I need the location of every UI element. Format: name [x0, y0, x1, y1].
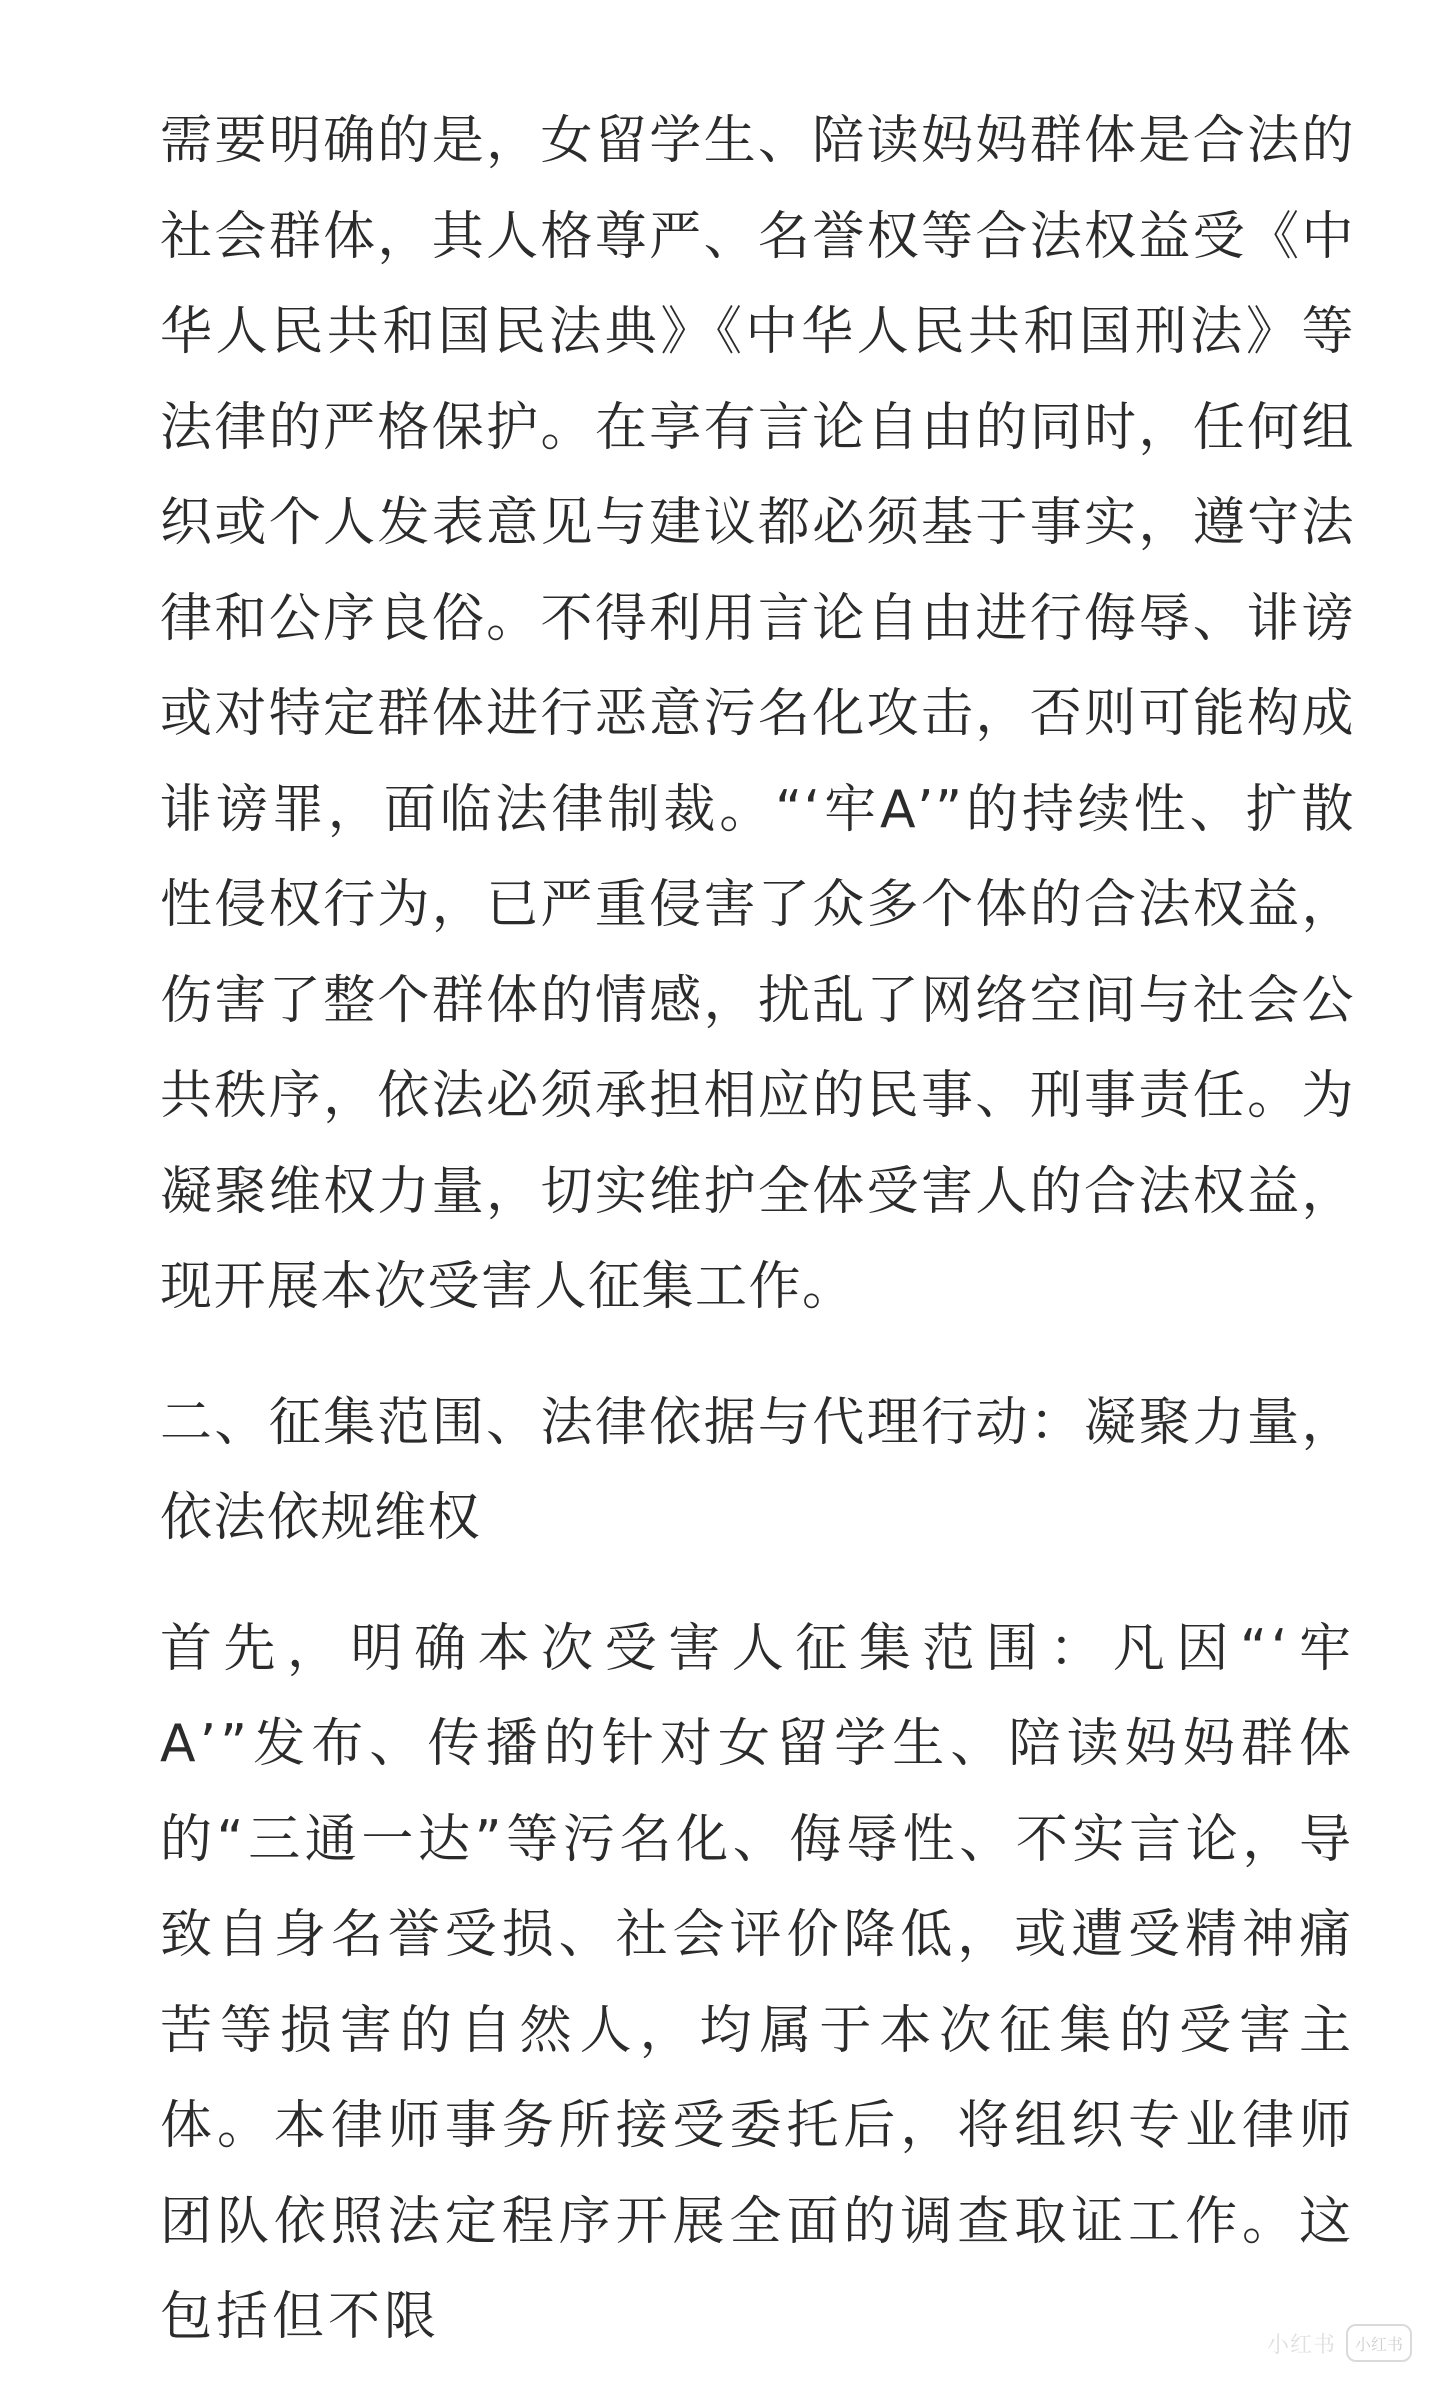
paragraph-collection-scope: 首先，明确本次受害人征集范围：凡因“‘牢A’”发布、传播的针对女留学生、陪读妈妈群体的“三通一达”等污名化、侮辱性、不实言论，导致自身名誉受损、社会评价降低，或遭受精神痛苦等损害的自然人，均属于本次征集的受害主体。本律师事务所接受委托后，将组织专业律师团队依照法定程序开展全面的调查取证工作。这包括但不限: [160, 1618, 1355, 2347]
article-body: [160, 94, 1355, 2366]
section-heading-collection-scope: 二、征集范围、法律依据与代理行动：凝聚力量，依法依规维权: [160, 1392, 1355, 1548]
watermark-logo: 小红书: [1346, 2324, 1412, 2362]
paragraph-legal-protection: 需要明确的是，女留学生、陪读妈妈群体是合法的社会群体，其人格尊严、名誉权等合法权益受《中华人民共和国民法典》《中华人民共和国刑法》等法律的严格保护。在享有言论自由的同时，任何组织或个人发表意见与建议都必须基于事实，遵守法律和公序良俗。不得利用言论自由进行侮辱、诽谤或对特定群体进行恶意污名化攻击，否则可能构成诽谤罪，面临法律制裁。“‘牢A’”的持续性、扩散性侵权行为，已严重侵害了众多个体的合法权益，伤害了整个群体的情感，扰乱了网络空间与社会公共秩序，依法必须承担相应的民事、刑事责任。为凝聚维权力量，切实维护全体受害人的合法权益，现开展本次受害人征集工作。: [160, 111, 1355, 1317]
watermark-text: 小红书: [1266, 2332, 1336, 2358]
platform-watermark: [1267, 2324, 1412, 2362]
